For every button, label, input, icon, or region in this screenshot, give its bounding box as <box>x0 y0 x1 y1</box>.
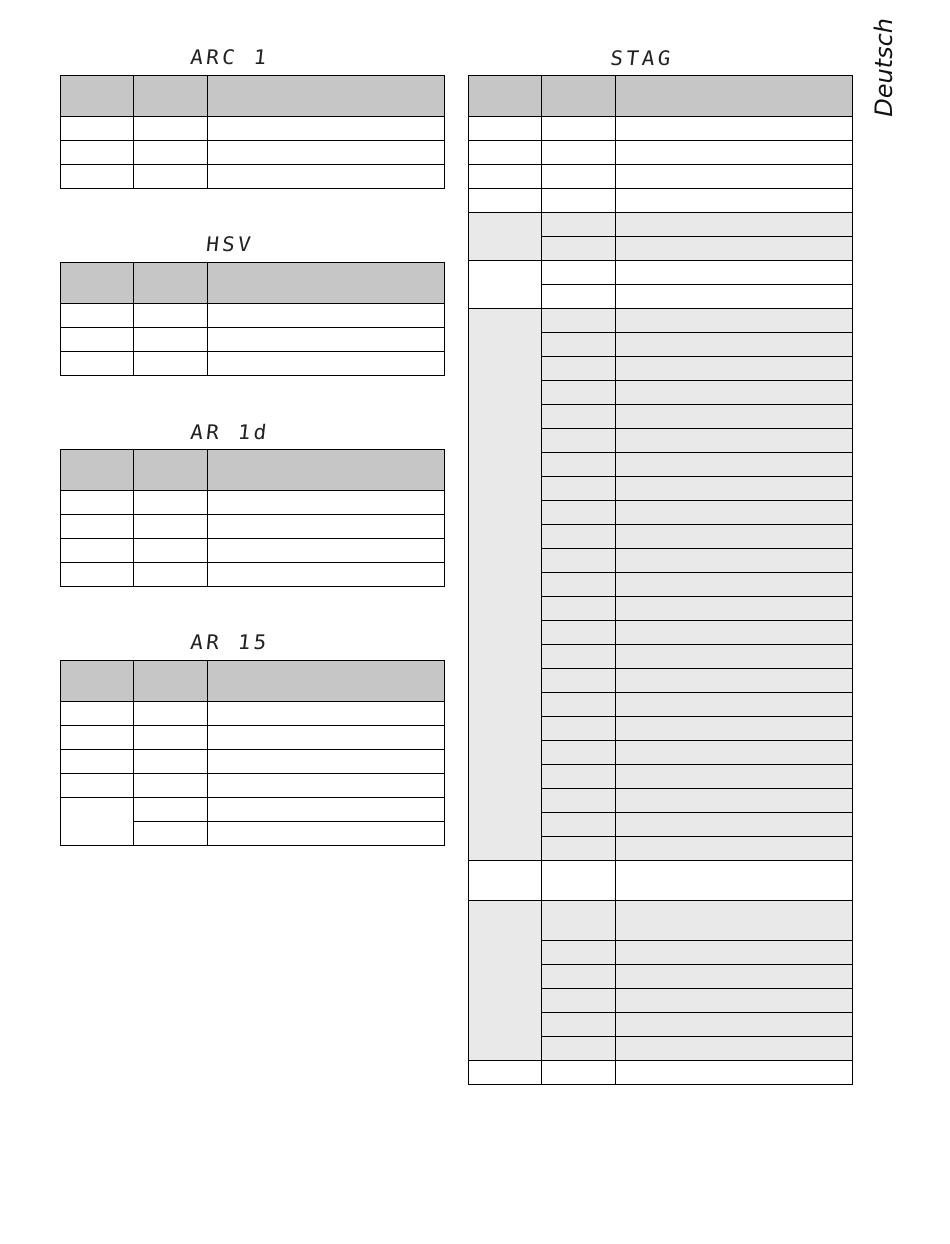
table-row <box>61 750 445 774</box>
table-title-stag: STAG <box>609 46 675 70</box>
table-row <box>61 726 445 750</box>
table-row <box>61 117 445 141</box>
table-row <box>469 213 853 237</box>
table-row <box>469 309 853 333</box>
table-header-row <box>61 76 445 117</box>
language-tab: Deutsch <box>870 18 898 117</box>
table-ar15 <box>60 660 445 846</box>
table-title-ar1d: AR 1d <box>189 420 271 444</box>
table-ar1d <box>60 449 445 587</box>
table-stag <box>468 75 853 1085</box>
table-row <box>469 261 853 285</box>
table-row <box>61 491 445 515</box>
table-row <box>61 563 445 587</box>
table-arc1 <box>60 75 445 189</box>
table-header-row <box>61 450 445 491</box>
table-row <box>61 328 445 352</box>
table-row <box>469 189 853 213</box>
table-row <box>61 702 445 726</box>
table-row <box>61 539 445 563</box>
table-row <box>61 141 445 165</box>
table-row <box>469 861 853 901</box>
table-row <box>61 515 445 539</box>
table-title-ar15: AR 15 <box>189 630 271 654</box>
table-row <box>61 352 445 376</box>
table-row <box>469 165 853 189</box>
table-row <box>61 304 445 328</box>
table-row <box>469 1061 853 1085</box>
table-title-hsv: HSV <box>204 232 256 256</box>
table-row <box>61 774 445 798</box>
table-row <box>469 141 853 165</box>
table-hsv <box>60 262 445 376</box>
table-row <box>469 901 853 941</box>
table-header-row <box>61 661 445 702</box>
table-title-arc1: ARC 1 <box>189 45 271 69</box>
table-row <box>469 117 853 141</box>
table-row <box>61 165 445 189</box>
table-row <box>61 798 445 822</box>
table-header-row <box>469 76 853 117</box>
table-header-row <box>61 263 445 304</box>
